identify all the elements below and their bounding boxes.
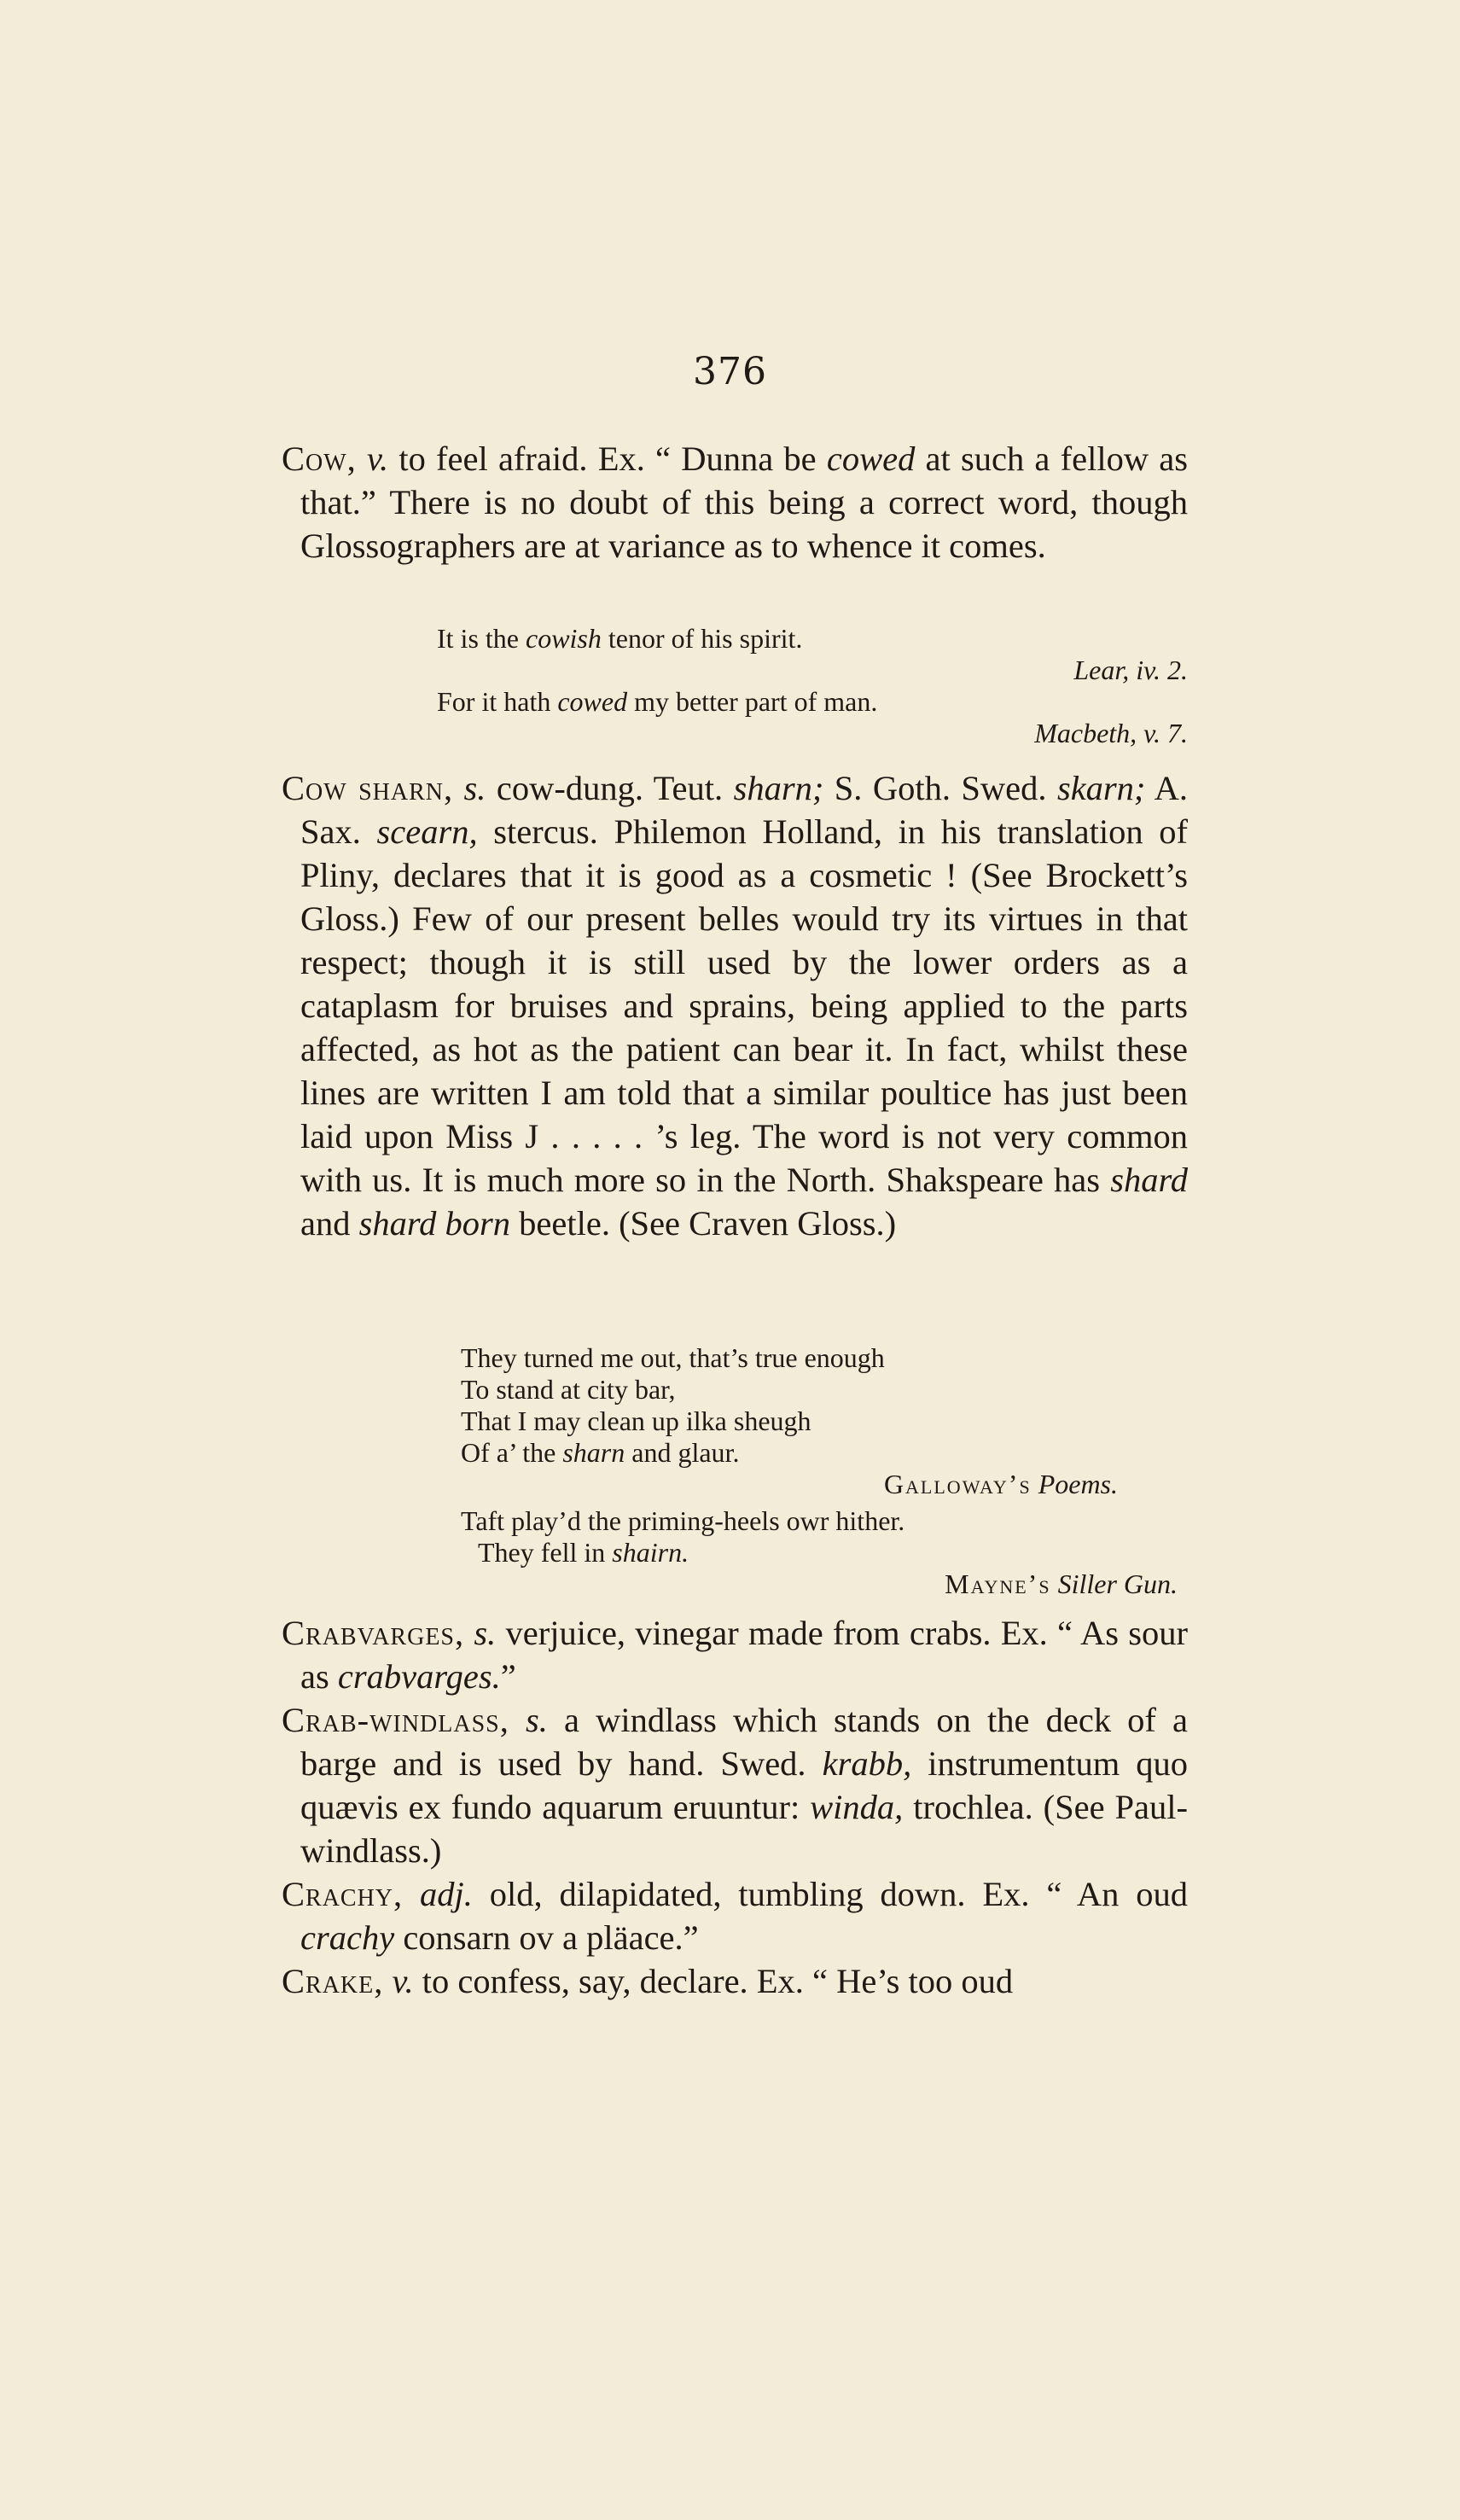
- part-of-speech: s.: [474, 1614, 497, 1652]
- entry-crabvarges-text: Crabvarges, s. verjuice, vinegar made from crabs. Ex. “ As sour as crabvarges.”: [282, 1614, 1189, 1696]
- entry-crab-windlass-text: Crab-windlass, s. a windlass which stands on the deck of a barge and is used by hand. Swed. krabb, instrumentum quo quævis ex fundo aquarum eruuntur: winda, trochlea. (See Paul-windlass.): [282, 1701, 1189, 1870]
- entry-cow-sharn-text: Cow sharn, s. cow-dung. Teut. sharn; S. Goth. Swed. skarn; A. Sax. scearn, stercus. Philemon Holland, in his translation of Pliny, declares that it is good as a cosmetic ! (See Brockett’s Gloss.) Few of our present belles would try its virtues in that respect; though it is still used by the lower orders as a cataplasm for bruises and sprains, being applied to the parts affected, as hot as the patient can bear it. In fact, whilst these lines are written I am told that a similar poultice has just been laid upon Miss J . . . . . ’s leg. The word is not very common with us. It is much more so in the North. Shakspeare has shard and shard born beetle. (See Craven Gloss.): [282, 769, 1189, 1243]
- quote-source: Lear, iv. 2.: [1073, 655, 1188, 685]
- headword: Cow sharn,: [282, 769, 454, 807]
- part-of-speech: adj.: [420, 1875, 473, 1913]
- part-of-speech: s.: [463, 769, 486, 807]
- definition: to feel afraid. Ex. “ Dunna be: [398, 439, 817, 478]
- entry-cow-text: [282, 437, 1188, 567]
- quote-line: For it hath cowed my better part of man.: [437, 686, 878, 717]
- entry-crake-text: Crake, v. to confess, say, declare. Ex. “ He’s too oud: [282, 1962, 1014, 2000]
- entry-crachy-text: Crachy, adj. old, dilapidated, tumbling down. Ex. “ An oud crachy consarn ov a pläace.”: [282, 1875, 1189, 1957]
- headword: Crachy,: [282, 1875, 404, 1913]
- part-of-speech: v.: [392, 1962, 414, 2000]
- headword: Crabvarges,: [282, 1614, 465, 1652]
- part-of-speech: s.: [525, 1701, 548, 1739]
- entry-crabvarges: [282, 1611, 1188, 1698]
- verse-line: Taft play’d the priming-heels owr hither.: [461, 1505, 905, 1536]
- verse-line: They fell in shairn.: [478, 1537, 689, 1568]
- entry-crab-windlass: [282, 1698, 1188, 1872]
- quote-mayne: [461, 1505, 1186, 1600]
- page-number: 376: [693, 350, 767, 393]
- headword: Crake,: [282, 1962, 384, 2000]
- entry-cow-sharn: [282, 766, 1188, 1245]
- quote-source: Macbeth, v. 7.: [1034, 718, 1188, 748]
- quote-lear: [437, 623, 1188, 749]
- quote-line: It is the cowish tenor of his spirit.: [437, 623, 803, 654]
- headword: Cow,: [282, 439, 357, 478]
- definition: at such a fellow as that.” There is no doubt of this being a correct word, though Glossographers are at variance as to whence it comes.: [300, 439, 1189, 565]
- verse-line: To stand at city bar,: [461, 1374, 676, 1405]
- example-word: cowed: [826, 439, 916, 478]
- verse-source: Mayne’s Siller Gun.: [945, 1568, 1178, 1599]
- verse-source: Galloway’s Poems.: [883, 1469, 1118, 1499]
- headword: Crab-windlass,: [282, 1701, 509, 1739]
- entry-cow: [282, 437, 1188, 567]
- quote-galloway: [461, 1342, 1135, 1500]
- entry-crake: [282, 1959, 1188, 2003]
- part-of-speech: v.: [367, 439, 389, 478]
- entry-crachy: [282, 1872, 1188, 1959]
- verse-line: Of a’ the sharn and glaur.: [461, 1437, 740, 1468]
- verse-line: That I may clean up ilka sheugh: [461, 1405, 811, 1436]
- verse-line: They turned me out, that’s true enough: [461, 1342, 885, 1373]
